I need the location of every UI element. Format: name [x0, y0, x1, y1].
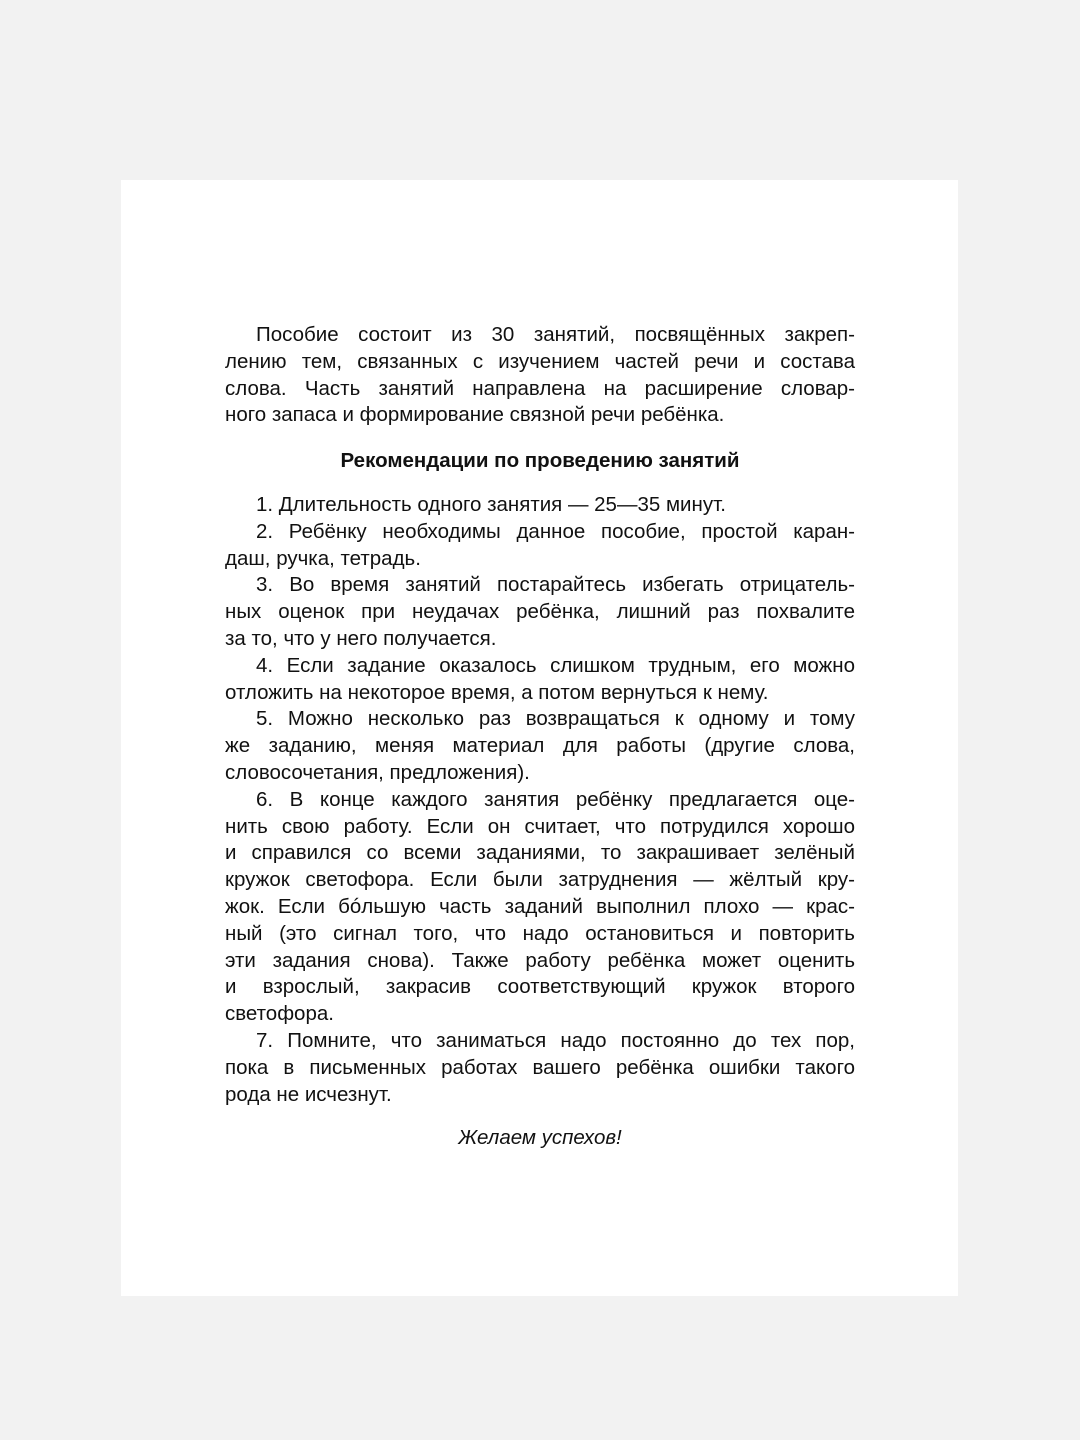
text-line: Пособие состоит из 30 занятий, посвящённых закреп- [256, 323, 855, 346]
text-line: ного запаса и формирование связной речи ребёнка. [225, 403, 725, 427]
recommendation-item-5 [225, 706, 855, 786]
recommendation-item-4 [225, 653, 855, 707]
text-line: эти задания снова). Также работу ребёнка может оценить [225, 948, 855, 972]
text-line: кружок светофора. Если были затруднения — жёлтый кру- [225, 868, 855, 892]
text-line: жок. Если бóльшую часть заданий выполнил плохо — крас- [225, 894, 855, 918]
text-line: и взрослый, закрасив соответствующий кружок второго [225, 975, 855, 999]
text-line: пока в письменных работах вашего ребёнка ошибки такого [225, 1055, 855, 1079]
text-line: ных оценок при неудачах ребёнка, лишний раз похвалите [225, 600, 855, 624]
text-line: 6. В конце каждого занятия ребёнку предлагается оце- [256, 787, 855, 811]
text-line: рода не исчезнут. [225, 1082, 392, 1106]
text-line: 2. Ребёнку необходимы данное пособие, простой каран- [256, 519, 855, 543]
recommendation-item-3 [225, 572, 855, 652]
text-line: отложить на некоторое время, а потом вернуться к нему. [225, 680, 769, 704]
recommendation-item-2 [225, 519, 855, 573]
recommendation-item-7 [225, 1028, 855, 1108]
recommendation-item-1 [225, 492, 855, 519]
text-line: 4. Если задание оказалось слишком трудным, его можно [256, 653, 855, 677]
text-line: слова. Часть занятий направлена на расширение словар- [225, 376, 855, 400]
text-line: 5. Можно несколько раз возвращаться к одному и тому [256, 707, 855, 731]
text-line: нить свою работу. Если он считает, что потрудился хорошо [225, 814, 855, 838]
text-line: 1. Длительность одного занятия — 25—35 минут. [256, 492, 726, 516]
text-line: даш, ручка, тетрадь. [225, 546, 421, 570]
text-line: ный (это сигнал того, что надо остановиться и повторить [225, 921, 855, 945]
page-content [225, 322, 855, 1152]
section-heading: Рекомендации по проведению занятий [340, 449, 740, 473]
text-line: лению тем, связанных с изучением частей речи и состава [225, 349, 855, 373]
document-page [121, 180, 958, 1296]
text-line: 3. Во время занятий постарайтесь избегать отрицатель- [256, 573, 855, 597]
text-line: словосочетания, предложения). [225, 760, 530, 784]
intro-paragraph [225, 322, 855, 429]
text-line: 7. Помните, что заниматься надо постоянно до тех пор, [256, 1028, 855, 1052]
closing-wish: Желаем успехов! [458, 1126, 622, 1150]
text-line: же заданию, меняя материал для работы (другие слова, [225, 734, 855, 758]
text-line: за то, что у него получается. [225, 626, 497, 650]
text-line: и справился со всеми заданиями, то закрашивает зелёный [225, 841, 855, 865]
recommendation-item-6 [225, 787, 855, 1028]
text-line: светофора. [225, 1002, 334, 1026]
